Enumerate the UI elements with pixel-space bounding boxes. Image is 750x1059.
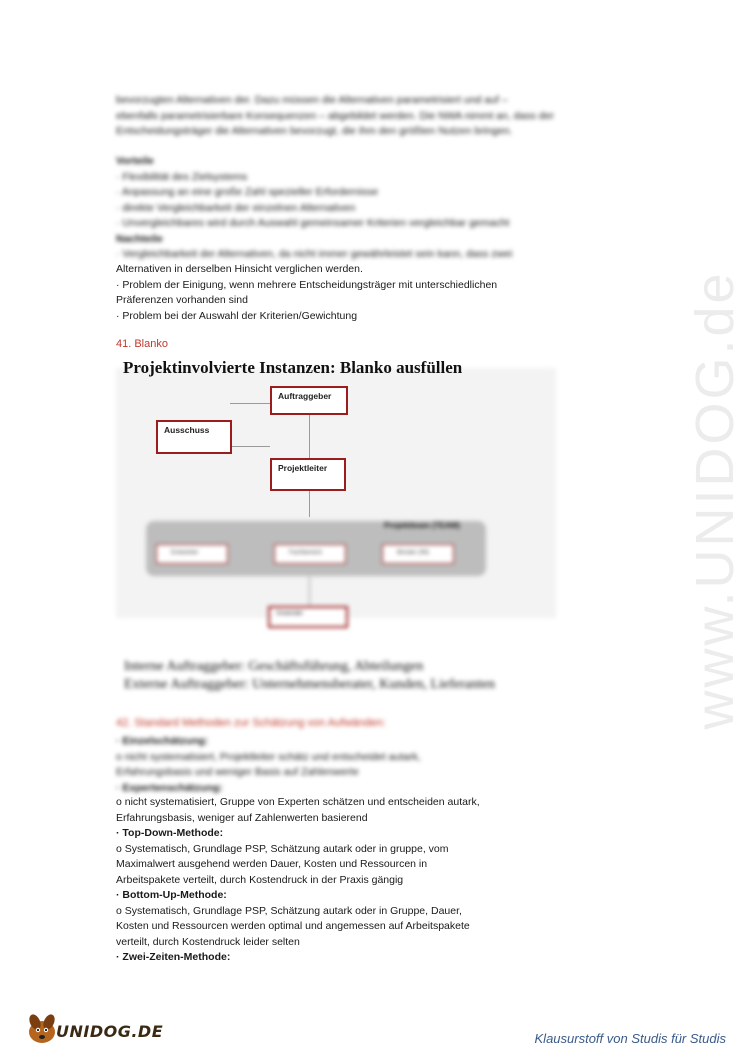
ausschuss-box: Ausschuss	[156, 420, 232, 454]
text-line: Erfahrungsbasis und weniger Basis auf Zahlenwerte	[116, 766, 359, 778]
method-heading: · Einzelschätzung:	[116, 735, 209, 747]
connector-line	[230, 403, 270, 404]
text-line: Erfahrungsbasis, weniger auf Zahlenwerten basierend	[116, 811, 368, 824]
auftraggeber-box: Auftraggeber	[270, 386, 348, 415]
text-line: bevorzugten Alternativen der. Dazu müssen die Alternativen parametrisiert und auf –	[116, 94, 508, 106]
connector-line	[230, 446, 270, 447]
text-line: ebenfalls parametrisierbare Konsequenzen – abgebildet werden. Die NWA nimmt an, dass der	[116, 109, 554, 122]
text-line: · Problem bei der Auswahl der Kriterien/Gewichtung	[116, 309, 358, 322]
blurred-vorteile-list	[116, 154, 586, 263]
text-line: verteilt, durch Kostendruck leider selten	[116, 935, 300, 948]
footer-tagline: Klausurstoff von Studis für Studis	[534, 1031, 726, 1046]
interne-auftraggeber-note: Interne Auftraggeber: Geschäftsführung, Abteilungen	[124, 659, 424, 674]
team-member-box: Entwickler	[156, 544, 228, 564]
text-line: o nicht systematisiert, Projektleiter schätz und entscheidet autark,	[116, 750, 421, 763]
text-line: Arbeitspakete verteilt, durch Kostendruck in der Praxis gängig	[116, 873, 404, 886]
method-heading: · Bottom-Up-Methode:	[116, 889, 227, 901]
text-line: Präferenzen vorhanden sind	[116, 294, 248, 306]
text-line: o nicht systematisiert, Gruppe von Experten schätzen und entscheiden autark,	[116, 796, 480, 808]
list-item: · Anpassung an eine große Zahl spezieller Erfordernisse	[116, 186, 379, 198]
nachteile-heading: Nachteile	[116, 232, 163, 245]
connector-line	[309, 576, 310, 608]
section-42-heading: 42. Standard Methoden zur Schätzung von Aufwänden:	[116, 717, 386, 729]
list-item: · Flexibilität des Zielsystems	[116, 170, 248, 183]
text-line: o Systematisch, Grundlage PSP, Schätzung autark oder in Gruppe, Dauer,	[116, 904, 462, 917]
nachteile-continued	[116, 262, 586, 324]
projektleiter-box: Projektleiter	[270, 458, 346, 491]
text-line: Kosten und Ressourcen werden optimal und angemessen auf Arbeitspakete	[116, 920, 470, 932]
list-item: · Vergleichbarkeit der Alternativen, da nicht immer gewährleistet sein kann, dass zwei	[116, 248, 513, 260]
text-line: Alternativen in derselben Hinsicht verglichen werden.	[116, 263, 363, 275]
watermark: www.UNIDOG.de	[685, 270, 745, 730]
projektteam-group	[146, 521, 486, 576]
blurred-intro-paragraph	[116, 93, 586, 140]
org-diagram	[116, 358, 556, 698]
logo-text: UNIDOG.DE	[56, 1022, 164, 1041]
team-member-box: Fachbereich	[274, 544, 346, 564]
anwender-box: Anwender	[268, 606, 348, 628]
section-41-heading: 41. Blanko	[116, 338, 168, 350]
method-heading: · Top-Down-Methode:	[116, 827, 224, 839]
externe-auftraggeber-note: Externe Auftraggeber: Unternehmensberater, Kunden, Lieferanten	[124, 677, 496, 692]
method-heading: · Zwei-Zeiten-Methode:	[116, 951, 231, 963]
list-item: · Unvergleichbares wird durch Auswahl gemeinsamer Kriterien vergleichbar gemacht	[116, 217, 510, 229]
list-item: · direkte Vergleichbarkeit der einzelnen Alternativen	[116, 201, 356, 214]
vorteile-heading: Vorteile	[116, 155, 154, 167]
unidog-logo[interactable]	[24, 1010, 164, 1046]
methods-list	[116, 795, 586, 966]
diagram-title: Projektinvolvierte Instanzen: Blanko ausfüllen	[123, 358, 463, 377]
text-line: Entscheidungsträger die Alternativen bevorzugt, die ihm den größten Nutzen bringen.	[116, 125, 513, 137]
text-line: Maximalwert ausgehend werden Dauer, Kosten und Ressourcen in	[116, 858, 428, 870]
method-heading: · Expertenschätzung:	[116, 781, 223, 794]
text-line: o Systematisch, Grundlage PSP, Schätzung autark oder in gruppe, vom	[116, 842, 449, 855]
team-member-box: Berater (IM)	[382, 544, 454, 564]
text-line: · Problem der Einigung, wenn mehrere Entscheidungsträger mit unterschiedlichen	[116, 278, 498, 291]
team-label: Projektteam (TEAM)	[383, 521, 460, 530]
blurred-einzelschaetzung	[116, 734, 586, 796]
